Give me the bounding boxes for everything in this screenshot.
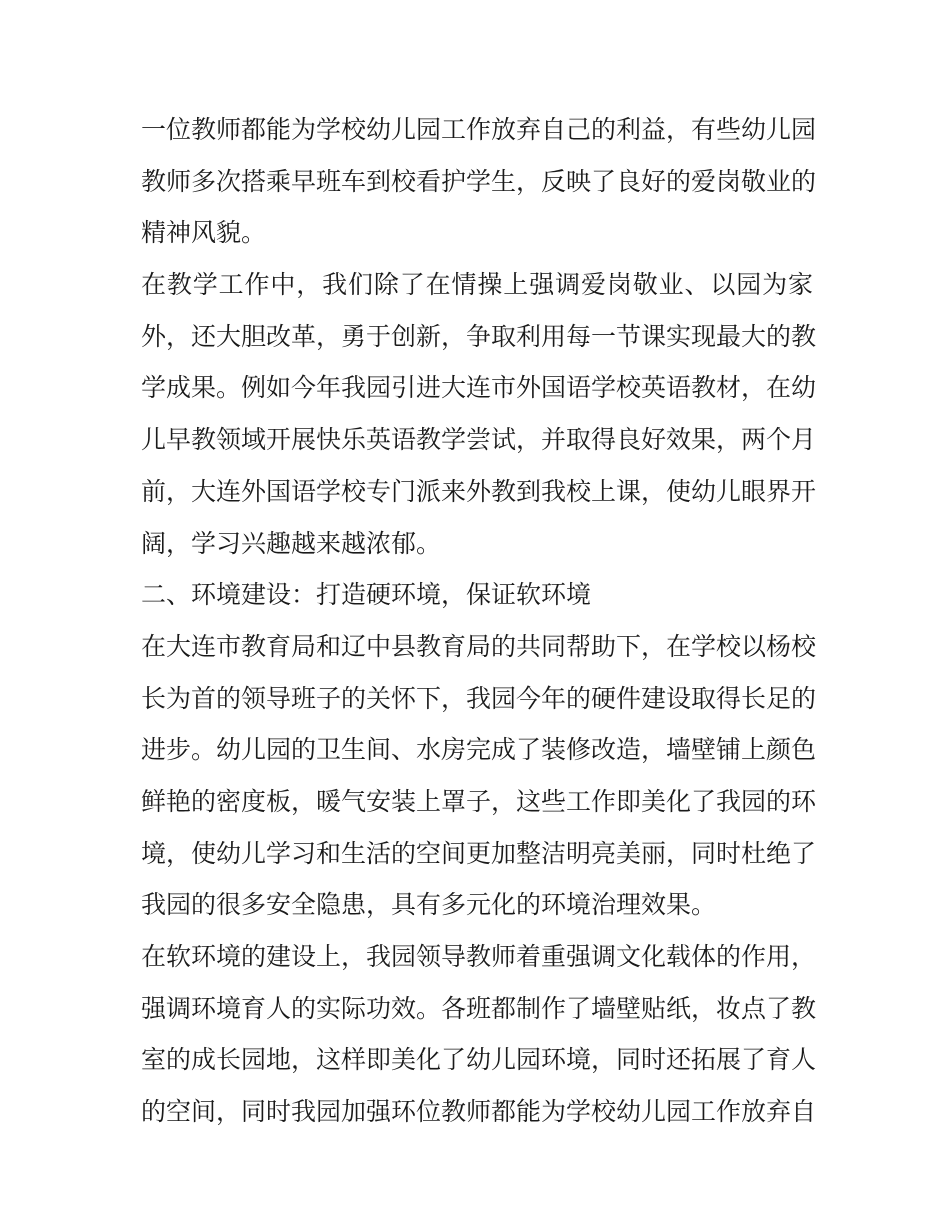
text-line: 强调环境育人的实际功效。各班都制作了墙壁贴纸，妆点了教: [141, 993, 817, 1023]
text-line: 儿早教领域开展快乐英语教学尝试，并取得良好效果，两个月: [141, 425, 817, 455]
text-line: 外，还大胆改革，勇于创新，争取利用每一节课实现最大的教: [141, 321, 817, 351]
text-line: 在教学工作中，我们除了在情操上强调爱岗敬业、以园为家: [141, 270, 813, 300]
heading-text: 二、环境建设：打造硬环境，保证软环境: [141, 580, 592, 610]
text-line: 境，使幼儿学习和生活的空间更加整洁明亮美丽，同时杜绝了: [141, 838, 817, 868]
text-line: 精神风貌。: [141, 218, 267, 248]
text-line: 在大连市教育局和辽中县教育局的共同帮助下，在学校以杨校: [141, 631, 817, 661]
text-line: 在软环境的建设上，我园领导教师着重强调文化载体的作用，: [141, 942, 817, 971]
text-line: 前，大连外国语学校专门派来外教到我校上课，使幼儿眼界开: [141, 476, 817, 506]
paragraph: [141, 259, 817, 569]
paragraph: [141, 931, 817, 1138]
text-line: 的空间，同时我园加强环位教师都能为学校幼儿园工作放弃自: [141, 1097, 817, 1127]
section-heading: [141, 569, 813, 621]
text-line: 一位教师都能为学校幼儿园工作放弃自己的利益，有些幼儿园: [141, 115, 817, 144]
document-body: [141, 104, 817, 1138]
paragraph: [141, 104, 817, 259]
text-line: 学成果。例如今年我园引进大连市外国语学校英语教材，在幼: [141, 373, 817, 403]
text-line: 教师多次搭乘早班车到校看护学生，反映了良好的爱岗敬业的: [141, 166, 817, 196]
paragraph: [141, 621, 817, 931]
text-line: 进步。幼儿园的卫生间、水房完成了装修改造，墙壁铺上颜色: [141, 735, 817, 765]
text-line: 长为首的领导班子的关怀下，我园今年的硬件建设取得长足的: [141, 683, 817, 713]
text-line: 我园的很多安全隐患，具有多元化的环境治理效果。: [141, 890, 717, 920]
text-line: 阔，学习兴趣越来越浓郁。: [141, 528, 442, 558]
text-line: 室的成长园地，这样即美化了幼儿园环境，同时还拓展了育人: [141, 1045, 817, 1075]
text-line: 鲜艳的密度板，暖气安装上罩子，这些工作即美化了我园的环: [141, 786, 817, 816]
